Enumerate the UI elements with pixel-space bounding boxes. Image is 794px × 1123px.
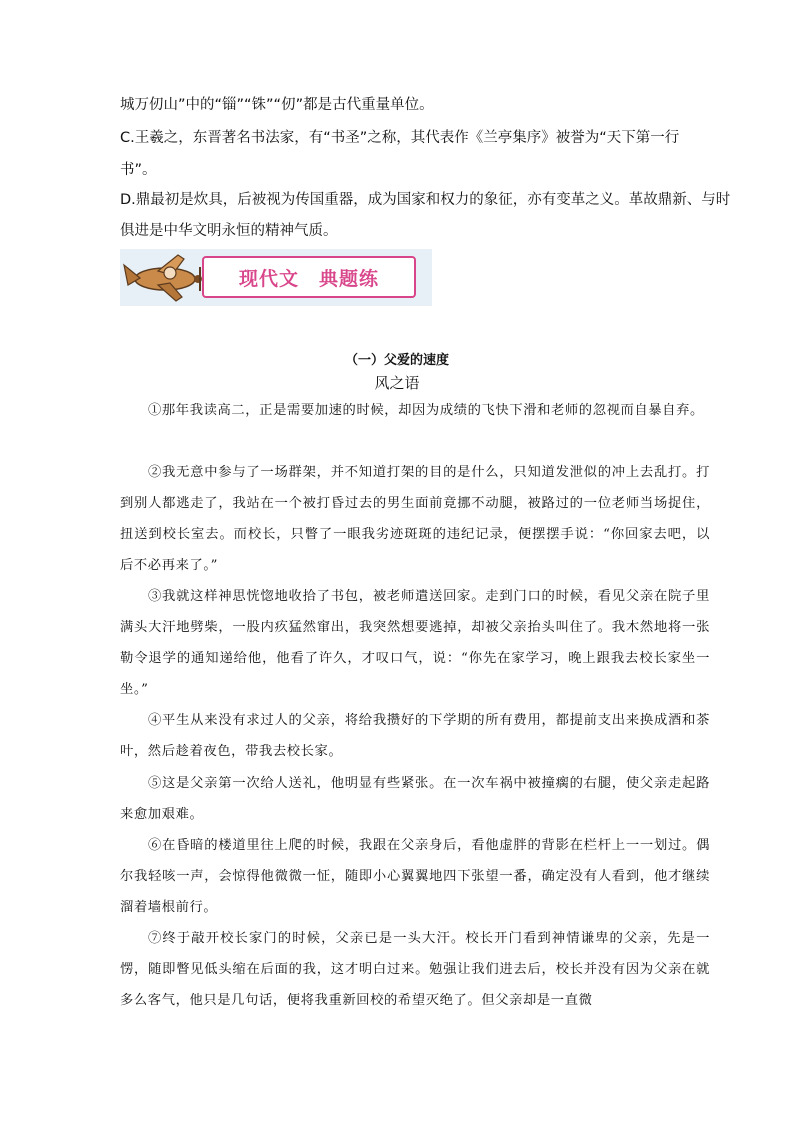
paragraph-3: ③我就这样神思恍惚地收拾了书包，被老师遣送回家。走到门口的时候，看见父亲在院子里满头大汗地劈柴，一股内疚猛然窜出，我突然想要逃掉，却被父亲抬头叫住了。我木然地将一张勒令退学的通知递给他，他看了许久，才叹口气，说：“你先在家学习，晚上跟我去校长家坐一坐。” <box>120 589 710 697</box>
section-banner <box>120 249 432 306</box>
text-line-4: D.鼎最初是炊具，后被视为传国重器，成为国家和权力的象征，亦有变革之义。革故鼎新、与时 <box>120 192 731 208</box>
paragraph-6: ⑥在昏暗的楼道里往上爬的时候，我跟在父亲身后，看他虚胖的背影在栏杆上一一划过。偶尔我轻咳一声，会惊得他微微一怔，随即小心翼翼地四下张望一番，确定没有人看到，他才继续溜着墙根前行。 <box>120 838 710 915</box>
text-line-2: C.王羲之，东晋著名书法家，有“书圣”之称，其代表作《兰亭集序》被誉为“天下第一行 <box>120 130 680 146</box>
airplane-icon <box>120 251 210 305</box>
banner-box <box>202 256 416 298</box>
banner-title: 现代文 典题练 <box>238 268 379 290</box>
text-line-3: 书”。 <box>120 162 157 178</box>
article-title: （一）父爱的速度 <box>344 353 449 368</box>
text-line-1: 城万仞山”中的“锱”“铢”“仞”都是古代重量单位。 <box>120 97 434 113</box>
article-author: 风之语 <box>374 374 420 392</box>
text-line-5: 俱进是中华文明永恒的精神气质。 <box>120 223 338 239</box>
paragraph-2: ②我无意中参与了一场群架，并不知道打架的目的是什么，只知道发泄似的冲上去乱打。打到别人都逃走了，我站在一个被打昏过去的男生面前竟挪不动腿，被路过的一位老师当场捉住，扭送到校长室去。而校长，只瞥了一眼我劣迹斑斑的违纪记录，便摆摆手说：“你回家去吧，以后不必再来了。” <box>120 465 710 573</box>
paragraph-7: ⑦终于敲开校长家门的时候，父亲已是一头大汗。校长开门看到神情谦卑的父亲，先是一愣，随即瞥见低头缩在后面的我，这才明白过来。勉强让我们进去后，校长并没有因为父亲在就多么客气，他只是几句话，便将我重新回校的希望灭绝了。但父亲却是一直微 <box>120 931 710 1008</box>
paragraph-4: ④平生从来没有求过人的父亲，将给我攒好的下学期的所有费用，都提前支出来换成酒和茶叶，然后趁着夜色，带我去校长家。 <box>120 713 710 759</box>
paragraph-5: ⑤这是父亲第一次给人送礼，他明显有些紧张。在一次车祸中被撞瘸的右腿，使父亲走起路来愈加艰难。 <box>120 776 710 822</box>
paragraph-1: ①那年我读高二，正是需要加速的时候，却因为成绩的飞快下滑和老师的忽视而自暴自弃。 <box>148 403 704 418</box>
